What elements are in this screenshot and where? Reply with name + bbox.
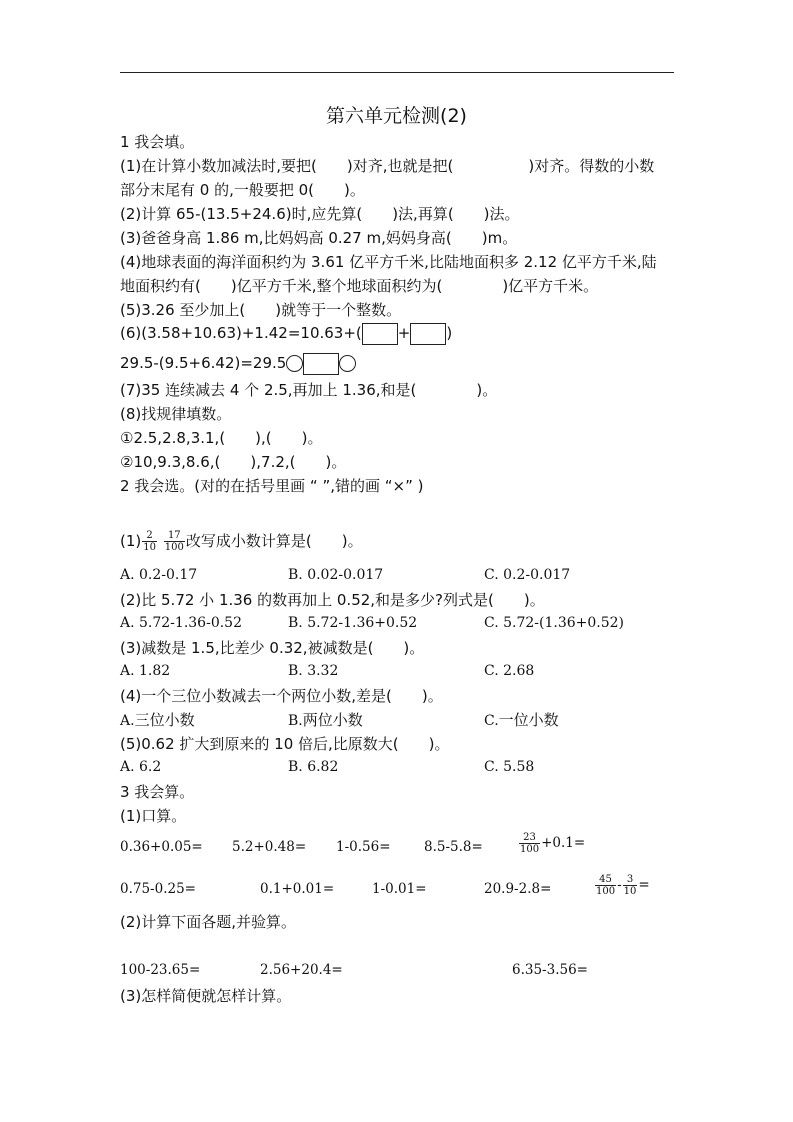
s1-q8-b: ②10,9.3,8.6,( ),7.2,( )。 — [120, 453, 347, 471]
s2-q4-option-c[interactable] — [484, 709, 559, 730]
s2-q3-option-a[interactable]: A. 1.82 — [120, 663, 171, 679]
s1-q6-line2 — [120, 352, 356, 375]
answer-box[interactable] — [410, 323, 446, 345]
s1-q6-line1 — [120, 322, 452, 345]
written-calc-item: 6.35-3.56= — [512, 962, 588, 978]
numerator: 45 — [595, 874, 616, 886]
s1-q1-line2: 部分末尾有 0 的,一般要把 0( )。 — [120, 181, 365, 199]
s2-q2-option-c[interactable]: C. 5.72-(1.36+0.52) — [484, 615, 625, 631]
s1-q4-line1: (4)地球表面的海洋面积约为 3.61 亿平方千米,比陆地面积多 2.12 亿平方千米,陆 — [120, 253, 657, 271]
oral-calc-fraction-item — [594, 874, 650, 897]
oral-calc-item: 0.1+0.01= — [260, 881, 335, 897]
oral-calc-item: 1-0.01= — [372, 881, 427, 897]
numerator: 23 — [519, 832, 540, 844]
s2-q3-option-c[interactable]: C. 2.68 — [484, 663, 535, 679]
s3-part-1: (1)口算。 — [120, 807, 187, 825]
oral-calc-item: 0.75-0.25= — [120, 881, 196, 897]
s1-q1-line1: (1)在计算小数加减法时,要把( )对齐,也就是把( )对齐。得数的小数 — [120, 157, 655, 175]
option-text: 两位小数 — [302, 711, 363, 729]
fraction — [623, 874, 638, 897]
s2-q4: (4)一个三位小数减去一个两位小数,差是( )。 — [120, 687, 443, 705]
s2-q5: (5)0.62 扩大到原来的 10 倍后,比原数大( )。 — [120, 735, 450, 753]
numerator: 17 — [164, 530, 185, 542]
section-2-heading: 2 我会选。(对的在括号里画 “ ”,错的画 “×” ) — [120, 477, 424, 495]
fraction — [142, 530, 157, 553]
fraction — [164, 530, 185, 553]
s1-q4-line2: 地面积约有( )亿平方千米,整个地球面积约为( )亿平方千米。 — [120, 277, 599, 295]
s2-q5-option-c[interactable]: C. 5.58 — [484, 759, 535, 775]
s2-q5-option-b[interactable]: B. 6.82 — [288, 759, 339, 775]
s2-q3-option-b[interactable]: B. 3.32 — [288, 663, 339, 679]
answer-circle[interactable] — [286, 355, 303, 372]
option-letter: A. — [120, 713, 135, 729]
option-letter: C. — [484, 713, 499, 729]
s2-q1-suffix: 改写成小数计算是( )。 — [185, 532, 363, 550]
s1-q6a-plus: + — [397, 324, 411, 342]
denominator: 100 — [164, 542, 184, 553]
denominator: 100 — [520, 844, 540, 855]
calc-operator: - — [617, 877, 622, 893]
oral-calc-item: 1-0.56= — [336, 839, 391, 855]
s1-q7: (7)35 连续减去 4 个 2.5,再加上 1.36,和是( )。 — [120, 381, 498, 399]
s2-q3: (3)减数是 1.5,比差少 0.32,被减数是( )。 — [120, 639, 425, 657]
header-rule — [120, 72, 674, 73]
denominator: 100 — [596, 886, 616, 897]
s2-q2-option-b[interactable]: B. 5.72-1.36+0.52 — [288, 615, 418, 631]
s2-q1-option-b[interactable]: B. 0.02-0.017 — [288, 567, 384, 583]
s1-q5: (5)3.26 至少加上( )就等于一个整数。 — [120, 301, 402, 319]
oral-calc-item: 8.5-5.8= — [424, 839, 483, 855]
s1-q3: (3)爸爸身高 1.86 m,比妈妈高 0.27 m,妈妈身高( )m。 — [120, 229, 518, 247]
answer-box[interactable] — [362, 323, 398, 345]
s2-q4-option-a[interactable] — [120, 709, 195, 730]
s3-part-3: (3)怎样简便就怎样计算。 — [120, 987, 292, 1005]
calc-suffix: = — [638, 877, 650, 893]
page-title: 第六单元检测(2) — [326, 105, 467, 127]
s1-q6a-prefix: (6)(3.58+10.63)+1.42=10.63+( — [120, 324, 362, 342]
answer-circle[interactable] — [339, 355, 356, 372]
oral-calc-item: 0.36+0.05= — [120, 839, 203, 855]
s1-q6b-prefix: 29.5-(9.5+6.42)=29.5 — [120, 354, 287, 372]
denominator: 10 — [623, 886, 637, 897]
answer-box[interactable] — [303, 353, 339, 375]
written-calc-item: 100-23.65= — [120, 962, 201, 978]
oral-calc-fraction-item — [518, 832, 585, 855]
s2-q5-option-a[interactable]: A. 6.2 — [120, 759, 162, 775]
option-text: 三位小数 — [134, 711, 195, 729]
s3-part-2: (2)计算下面各题,并验算。 — [120, 913, 297, 931]
s2-q2-option-a[interactable]: A. 5.72-1.36-0.52 — [120, 615, 242, 631]
s2-q1 — [120, 530, 363, 553]
denominator: 10 — [143, 542, 156, 553]
s1-q2: (2)计算 65-(13.5+24.6)时,应先算( )法,再算( )法。 — [120, 205, 520, 223]
s1-q6a-suffix: ) — [446, 324, 453, 342]
s2-q2: (2)比 5.72 小 1.36 的数再加上 0.52,和是多少?列式是( )。 — [120, 591, 545, 609]
calc-suffix: +0.1= — [541, 835, 586, 851]
fraction — [519, 832, 540, 855]
s2-q1-prefix: (1) — [120, 532, 142, 550]
s1-q8: (8)找规律填数。 — [120, 405, 232, 423]
numerator: 3 — [623, 874, 638, 886]
written-calc-item: 2.56+20.4= — [260, 962, 343, 978]
option-text: 一位小数 — [498, 711, 559, 729]
s2-q1-option-c[interactable]: C. 0.2-0.017 — [484, 567, 571, 583]
option-letter: B. — [288, 713, 303, 729]
numerator: 2 — [142, 530, 157, 542]
fraction — [595, 874, 616, 897]
section-1-heading: 1 我会填。 — [120, 133, 195, 151]
oral-calc-item: 5.2+0.48= — [232, 839, 307, 855]
section-3-heading: 3 我会算。 — [120, 783, 195, 801]
s1-q8-a: ①2.5,2.8,3.1,( ),( )。 — [120, 429, 323, 447]
oral-calc-item: 20.9-2.8= — [484, 881, 552, 897]
s2-q1-option-a[interactable]: A. 0.2-0.17 — [120, 567, 198, 583]
s2-q4-option-b[interactable] — [288, 709, 363, 730]
